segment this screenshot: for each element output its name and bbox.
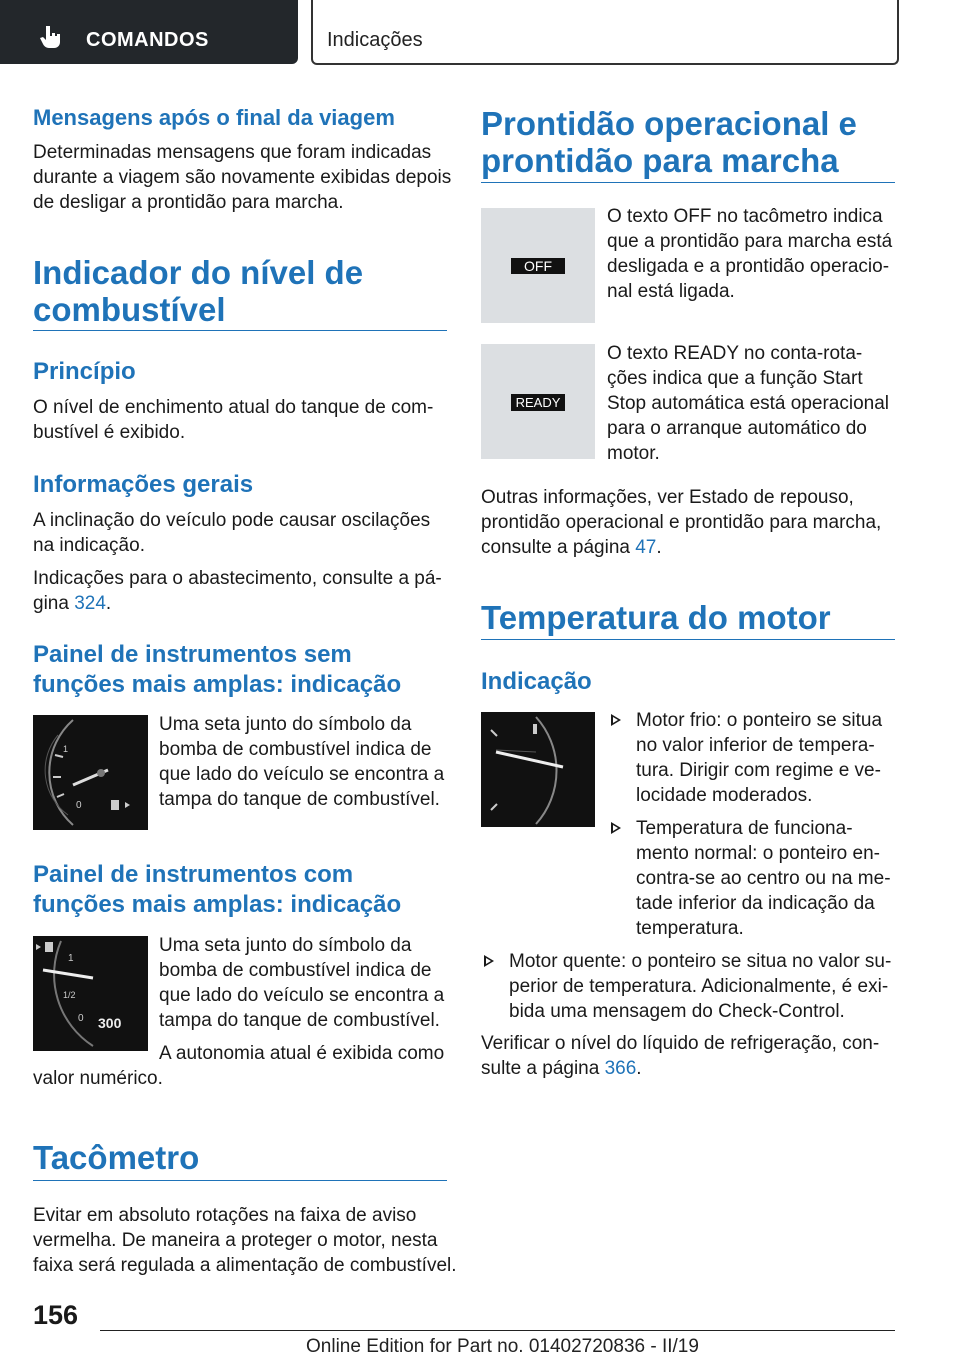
text-line: para o arranque automático do — [607, 418, 867, 439]
heading-line: funções mais amplas: indicação — [33, 671, 402, 698]
text-line: bustível é exibido. — [33, 422, 186, 443]
text-line: Uma seta junto do símbolo da — [159, 935, 412, 956]
text-line: na indicação. — [33, 535, 145, 556]
text-span: consulte a página — [481, 537, 636, 558]
heading-prontidao — [481, 105, 857, 179]
bullet-triangle-icon — [611, 714, 621, 726]
text-line: prontidão operacional e prontidão para marcha, — [481, 512, 882, 533]
fuel-gauge-image-extended — [33, 936, 148, 1051]
text-line: temperatura. — [636, 918, 744, 939]
fuel-gauge-graphic — [33, 936, 148, 1051]
text-line: A inclinação do veículo pode causar oscilações — [33, 510, 431, 531]
paragraph-painel-com — [159, 933, 444, 1033]
text-line: desligada e a prontidão operacio- — [607, 256, 890, 277]
text-line: O nível de enchimento atual do tanque de com- — [33, 397, 434, 418]
heading-informacoes-gerais: Informações gerais — [33, 471, 254, 498]
paragraph-verificar — [481, 1031, 879, 1081]
paragraph-painel-sem — [159, 712, 444, 812]
section-label: COMANDOS — [86, 29, 209, 51]
section-rule — [33, 330, 447, 331]
heading-indicacao: Indicação — [481, 668, 592, 695]
text-line: Motor quente: o ponteiro se situa no valor su- — [509, 951, 892, 972]
subsection-label: Indicações — [327, 29, 423, 51]
gauge-tick-label: 1 — [63, 744, 69, 754]
paragraph-ready — [607, 341, 889, 466]
off-indicator: OFF — [511, 258, 565, 274]
text-line: Uma seta junto do símbolo da — [159, 714, 412, 735]
page-link-47[interactable]: 47 — [635, 537, 657, 558]
arrow-left-icon — [36, 944, 41, 950]
text-span: gina — [33, 593, 75, 614]
fuel-pump-icon — [45, 942, 53, 952]
heading-line: Painel de instrumentos sem — [33, 641, 352, 668]
heading-tacometro: Tacômetro — [33, 1139, 200, 1176]
gauge-zero-label: 0 — [76, 800, 82, 811]
temperature-gauge-image — [481, 712, 595, 827]
bullet-motor-frio — [636, 708, 882, 808]
page-link-366[interactable]: 366 — [604, 1058, 637, 1079]
hand-pointer-icon — [38, 24, 64, 50]
bullet-triangle-icon — [484, 955, 494, 967]
paragraph-informacoes — [33, 508, 430, 558]
text-line: tade inferior da indicação da — [636, 893, 875, 914]
text-line: valor numérico. — [33, 1068, 163, 1089]
heading-indicador-combustivel — [33, 254, 363, 328]
text-line: Indicações para o abastecimento, consulte a pá- — [33, 568, 442, 589]
text-line: O texto OFF no tacômetro indica — [607, 206, 883, 227]
text-line: Stop automática está operacional — [607, 393, 890, 414]
text-line: perior de temperatura. Adicionalmente, é exi- — [509, 976, 889, 997]
gauge-half-label: 1/2 — [63, 990, 76, 1000]
gauge-one-label: 1 — [68, 953, 74, 964]
paragraph-mensagens — [33, 140, 451, 215]
text-span: . — [636, 1058, 642, 1079]
heading-painel-sem — [33, 640, 401, 700]
subsection-tab — [311, 0, 899, 65]
text-line: tampa do tanque de combustível. — [159, 1010, 440, 1031]
gauge-range-readout: 300 — [98, 1015, 122, 1031]
text-line: A autonomia atual é exibida como — [159, 1043, 445, 1064]
text-line: Motor frio: o ponteiro se situa — [636, 710, 883, 731]
bullet-triangle-icon — [611, 822, 621, 834]
page-link-324[interactable]: 324 — [74, 593, 106, 614]
text-line: bomba de combustível indica de — [159, 739, 432, 760]
text-line: que lado do veículo se encontra a — [159, 764, 445, 785]
page-header — [0, 0, 960, 66]
text-line: bida uma mensagem do Check-Control. — [509, 1001, 845, 1022]
ready-indicator: READY — [511, 394, 565, 411]
footer-rule — [100, 1330, 895, 1331]
text-line: locidade moderados. — [636, 785, 813, 806]
section-rule — [481, 182, 895, 183]
fuel-gauge-image-basic — [33, 715, 148, 830]
text-line: Temperatura de funciona- — [636, 818, 853, 839]
heading-line: Prontidão operacional e — [481, 105, 857, 142]
text-line: durante a viagem são novamente exibidas depois — [33, 167, 452, 188]
text-line: tampa do tanque de combustível. — [159, 789, 440, 810]
heading-painel-com — [33, 860, 401, 920]
thermometer-icon — [533, 724, 537, 734]
page-number: 156 — [33, 1300, 79, 1330]
ready-display-image — [481, 344, 595, 459]
heading-line: Painel de instrumentos com — [33, 861, 354, 888]
text-span: sulte a página — [481, 1058, 605, 1079]
heading-principio: Princípio — [33, 358, 136, 385]
text-line: Outras informações, ver Estado de repouso, — [481, 487, 854, 508]
text-line — [481, 535, 881, 560]
text-line: Evitar em absoluto rotações na faixa de aviso — [33, 1205, 417, 1226]
text-line: nal está ligada. — [607, 281, 735, 302]
heading-line: Indicador do nível de — [33, 254, 364, 291]
text-span: . — [656, 537, 662, 558]
temperature-gauge-graphic — [481, 712, 595, 827]
text-line — [481, 1056, 879, 1081]
section-tab — [0, 0, 298, 64]
heading-mensagens: Mensagens após o final da viagem — [33, 105, 395, 130]
edition-text: Online Edition for Part no. 01402720836 - II/19 — [306, 1336, 699, 1357]
paragraph-abastecimento — [33, 566, 442, 616]
fuel-pump-icon — [111, 800, 119, 810]
paragraph-outras — [481, 485, 881, 560]
heading-line: funções mais amplas: indicação — [33, 891, 402, 918]
fuel-gauge-graphic — [33, 715, 148, 830]
text-line: tura. Dirigir com regime e ve- — [636, 760, 881, 781]
text-line: motor. — [607, 443, 660, 464]
text-line: ções indica que a função Start — [607, 368, 863, 389]
section-rule — [33, 1180, 447, 1181]
section-rule — [481, 639, 895, 640]
text-line: Determinadas mensagens que foram indicadas — [33, 142, 432, 163]
text-line: que lado do veículo se encontra a — [159, 985, 445, 1006]
text-line: Verificar o nível do líquido de refrigeração, con- — [481, 1033, 880, 1054]
bullet-temperatura-normal — [636, 816, 891, 941]
paragraph-off — [607, 204, 892, 304]
heading-line: combustível — [33, 291, 226, 328]
text-line: vermelha. De maneira a proteger o motor, nesta — [33, 1230, 438, 1251]
text-line — [33, 591, 442, 616]
text-line: que a prontidão para marcha está — [607, 231, 893, 252]
text-line: mento normal: o ponteiro en- — [636, 843, 880, 864]
off-display-image — [481, 208, 595, 323]
heading-line: prontidão para marcha — [481, 142, 839, 179]
text-line: faixa será regulada a alimentação de combustível. — [33, 1255, 457, 1276]
text-line: de desligar a prontidão para marcha. — [33, 192, 344, 213]
bullet-motor-quente — [509, 949, 891, 1024]
paragraph-tacometro — [33, 1203, 457, 1278]
heading-temperatura-motor: Temperatura do motor — [481, 599, 831, 636]
text-span: . — [105, 593, 112, 614]
text-line: bomba de combustível indica de — [159, 960, 432, 981]
arrow-right-icon — [125, 802, 130, 808]
gauge-zero-label: 0 — [78, 1013, 84, 1024]
text-line: O texto READY no conta-rota- — [607, 343, 863, 364]
text-line: contra-se ao centro ou na me- — [636, 868, 891, 889]
paragraph-principio — [33, 395, 433, 445]
text-line: no valor inferior de tempera- — [636, 735, 875, 756]
